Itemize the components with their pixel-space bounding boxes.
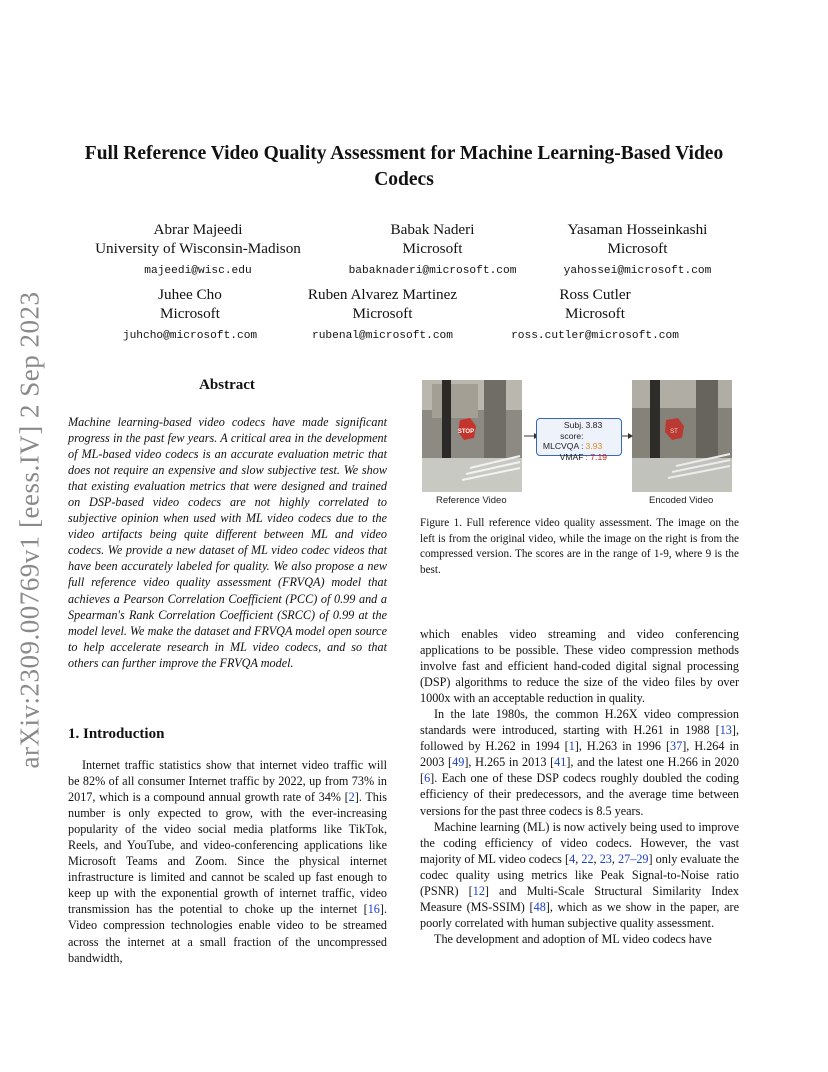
- citation-link[interactable]: 22: [581, 851, 594, 866]
- author-email[interactable]: ross.cutler@microsoft.com: [511, 330, 679, 342]
- author-block: [100, 285, 280, 346]
- citation-link[interactable]: 6: [424, 771, 431, 786]
- paragraph: The development and adoption of ML video codecs have: [434, 931, 712, 946]
- figure-1: [420, 378, 740, 510]
- author-affiliation: University of Wisconsin-Madison: [95, 240, 301, 257]
- citation-link[interactable]: 16: [367, 902, 380, 917]
- author-block: [290, 285, 475, 346]
- author-email[interactable]: juhcho@microsoft.com: [122, 330, 258, 342]
- citation-link[interactable]: 1: [568, 739, 575, 754]
- score-value: 3.83: [585, 420, 603, 430]
- citation-link[interactable]: 4: [569, 851, 576, 866]
- abstract-heading: Abstract: [199, 377, 255, 393]
- citation-link[interactable]: 2: [348, 790, 355, 805]
- svg-text:ST: ST: [670, 429, 678, 435]
- svg-text:STOP: STOP: [457, 429, 475, 435]
- citation-link[interactable]: 23: [599, 851, 612, 866]
- citation-link[interactable]: 48: [533, 899, 546, 914]
- citation-link[interactable]: 12: [472, 883, 485, 898]
- abstract-text: Machine learning-based video codecs have made significant progress in the past few years. A critical area in the development of ML-based video codecs is an accurate evaluation metric that does not require an expensive and slow subjective test. We show that existing evaluation metrics that were designed and trained on DSP-based video codecs are not highly correlated to subjective opinion when used with ML video codecs due to the video artifacts being quite different between ML and video codecs. We provide a new dataset of ML video codec videos that have been accurately labeled for quality. We also propose a new full reference video quality assessment (FRVQA) model that achieves a Pearson Correlation Coefficient (PCC) of 0.99 and a Spearman's Rank Correlation Coefficient (SRCC) of 0.99 at the model level. We make the dataset and FRVQA model open source to help accelerate research in ML video codecs, and so that others can further improve the FRVQA model.: [68, 415, 387, 670]
- author-affiliation: Microsoft: [607, 240, 668, 257]
- author-name: Ross Cutler: [559, 286, 631, 303]
- score-value: 3.93: [585, 441, 603, 451]
- author-name: Yasaman Hosseinkashi: [567, 221, 708, 238]
- author-affiliation: Microsoft: [565, 305, 625, 322]
- author-name: Babak Naderi: [390, 221, 475, 238]
- score-box: [536, 418, 622, 462]
- paper-title: [70, 141, 738, 193]
- author-email[interactable]: yahossei@microsoft.com: [563, 265, 712, 277]
- author-name: Abrar Majeedi: [153, 221, 243, 238]
- author-block: [330, 220, 535, 281]
- author-affiliation: Microsoft: [402, 240, 463, 257]
- author-name: Juhee Cho: [158, 286, 222, 303]
- arxiv-identifier-text: arXiv:2309.00769v1 [eess.IV] 2 Sep 2023: [14, 291, 45, 769]
- paragraph: In the late 1980s, the common H.26X video compression standards were introduced, starting with H.261 in 1988 [13], followed by H.262 in 1994 [1], H.263 in 1996 [37], H.264 in 2003 [49], H.265 in 2013 [41], and the latest one H.266 in 2020 [6]. Each one of these DSP codecs roughly doubled the coding efficiency of their predecessors, and the average time between versions for the past three codecs is 8.5 years.: [420, 707, 740, 818]
- paragraph: Machine learning (ML) is now actively being used to improve the coding efficiency of video codecs. However, the vast majority of ML video codecs [4, 22, 23, 27–29] only evaluate the codec quality using metrics like Peak Signal-to-Noise ratio (PSNR) [12] and Multi-Scale Structural Similarity Index Measure (MS-SSIM) [48], which as we show in the paper, are poorly correlated with human subjective quality assessment.: [420, 819, 740, 930]
- introduction-heading: 1. Introduction: [68, 726, 165, 742]
- author-block: [545, 220, 730, 281]
- author-email[interactable]: babaknaderi@microsoft.com: [348, 265, 517, 277]
- score-row: [537, 452, 621, 463]
- reference-video-label: Reference Video: [436, 495, 507, 506]
- encoded-video-label: Encoded Video: [649, 495, 714, 506]
- author-block: [80, 220, 316, 281]
- paragraph: which enables video streaming and video conferencing applications to be possible. These video compression methods involve fast and efficient hand-coded digital signal processing (DSP) algorithms to reduce the size of the video files by over 1000x with an acceptable reduction in quality.: [420, 627, 739, 706]
- title-line-2: Codecs: [374, 169, 434, 190]
- score-key: Subj. score:: [560, 420, 584, 441]
- citation-link[interactable]: 13: [719, 723, 732, 738]
- title-line-1: Full Reference Video Quality Assessment for Machine Learning-Based Video: [84, 143, 724, 164]
- introduction-left-column: [68, 757, 387, 966]
- citation-link[interactable]: 49: [452, 755, 465, 770]
- author-email[interactable]: majeedi@wisc.edu: [144, 265, 252, 277]
- score-row: [537, 441, 621, 452]
- paragraph: Internet traffic statistics show that internet video traffic will be 82% of all consumer Internet traffic by 2022, up from 73% in 2017, which is a compound annual growth rate of 34% [2]. This number is only expected to grow, with the ever-increasing popularity of the video social media platforms like TikTok, Reels, and YouTube, and video-conferencing applications like Microsoft Teams and Zoom. Since the physical internet infrastructure is limited and cannot be scaled up fast enough to keep up with the exponential growth of internet traffic, video transmission has the potential to choke up the internet [16]. Video compression technologies enable video to be streamed across the internet at a small fraction of the uncompressed bandwidth,: [68, 758, 387, 965]
- citation-link[interactable]: 41: [554, 755, 567, 770]
- score-value: : 7.19: [585, 451, 608, 462]
- author-block: [495, 285, 695, 346]
- author-name: Ruben Alvarez Martinez: [307, 286, 458, 303]
- score-key: VMAF: [559, 451, 584, 462]
- author-email[interactable]: rubenal@microsoft.com: [312, 330, 453, 342]
- score-key: MLCVQA :: [542, 441, 584, 451]
- citation-link[interactable]: 29: [636, 851, 649, 866]
- citation-link[interactable]: 37: [670, 739, 683, 754]
- citation-link[interactable]: 27: [618, 851, 631, 866]
- score-row: [537, 420, 621, 441]
- introduction-right-column: [420, 626, 739, 947]
- author-affiliation: Microsoft: [352, 305, 413, 322]
- author-affiliation: Microsoft: [160, 305, 220, 322]
- figure-caption: Figure 1. Full reference video quality assessment. The image on the left is from the original video, while the image on the right is from the compressed version. The scores are in the range of 1-9, where 9 is the best.: [420, 517, 739, 576]
- arxiv-identifier: [10, 290, 50, 770]
